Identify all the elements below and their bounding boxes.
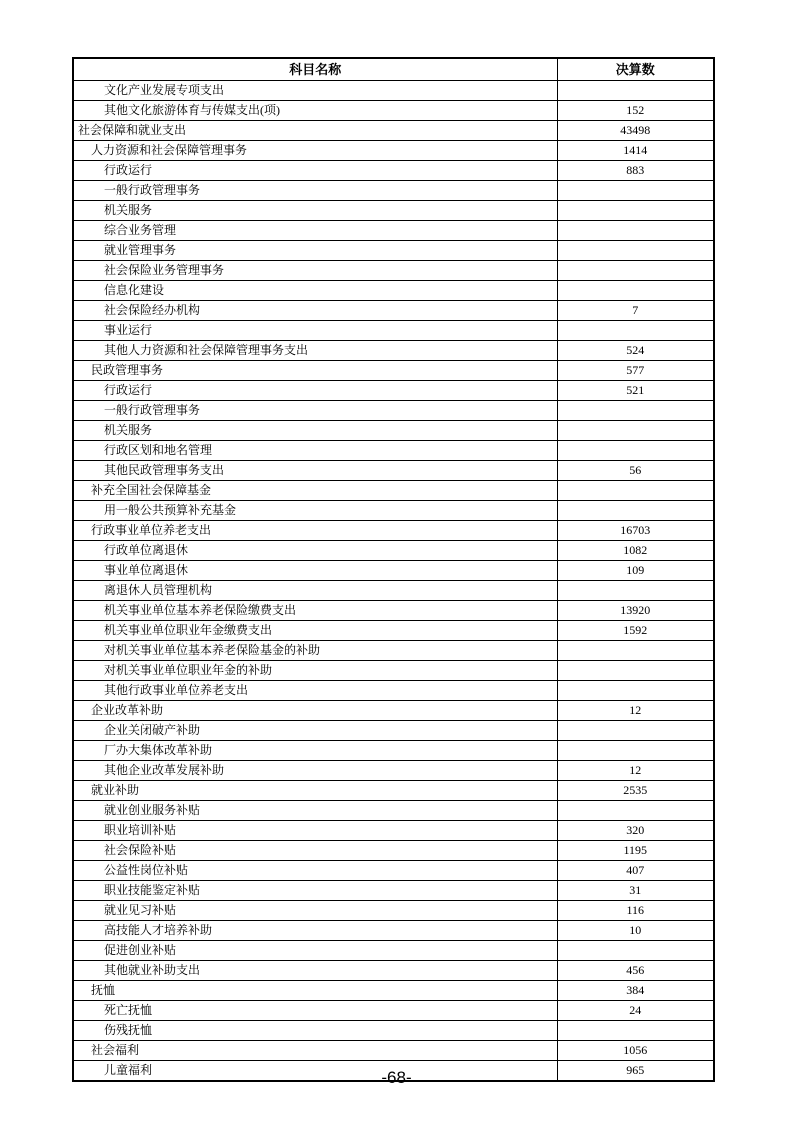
amount-cell: 1082 bbox=[557, 541, 714, 561]
amount-cell: 13920 bbox=[557, 601, 714, 621]
subject-name-cell: 就业管理事务 bbox=[73, 241, 557, 261]
page-number: -68- bbox=[381, 1068, 412, 1087]
subject-name-cell: 机关事业单位基本养老保险缴费支出 bbox=[73, 601, 557, 621]
subject-name-cell: 社会福利 bbox=[73, 1041, 557, 1061]
table-row bbox=[73, 901, 714, 921]
amount-cell bbox=[557, 641, 714, 661]
amount-cell: 116 bbox=[557, 901, 714, 921]
amount-cell bbox=[557, 1021, 714, 1041]
amount-cell bbox=[557, 401, 714, 421]
amount-cell bbox=[557, 181, 714, 201]
subject-name-cell: 对机关事业单位职业年金的补助 bbox=[73, 661, 557, 681]
table-row bbox=[73, 661, 714, 681]
amount-cell: 1592 bbox=[557, 621, 714, 641]
table-row bbox=[73, 721, 714, 741]
subject-name-cell: 企业关闭破产补助 bbox=[73, 721, 557, 741]
subject-name-cell: 厂办大集体改革补助 bbox=[73, 741, 557, 761]
subject-name-cell: 对机关事业单位基本养老保险基金的补助 bbox=[73, 641, 557, 661]
table-row bbox=[73, 121, 714, 141]
amount-cell bbox=[557, 661, 714, 681]
amount-cell: 24 bbox=[557, 1001, 714, 1021]
amount-cell bbox=[557, 221, 714, 241]
subject-name-cell: 行政运行 bbox=[73, 161, 557, 181]
amount-cell: 1414 bbox=[557, 141, 714, 161]
table-row bbox=[73, 541, 714, 561]
table-row bbox=[73, 761, 714, 781]
table-row bbox=[73, 161, 714, 181]
subject-name-cell: 离退休人员管理机构 bbox=[73, 581, 557, 601]
subject-name-cell: 其他行政事业单位养老支出 bbox=[73, 681, 557, 701]
table-body bbox=[73, 81, 714, 1082]
table-row bbox=[73, 521, 714, 541]
subject-name-cell: 就业补助 bbox=[73, 781, 557, 801]
table-row bbox=[73, 921, 714, 941]
subject-name-cell: 职业培训补贴 bbox=[73, 821, 557, 841]
table-header-row bbox=[73, 58, 714, 81]
subject-name-cell: 社会保险业务管理事务 bbox=[73, 261, 557, 281]
subject-name-cell: 其他文化旅游体育与传媒支出(项) bbox=[73, 101, 557, 121]
subject-name-cell: 企业改革补助 bbox=[73, 701, 557, 721]
table-row bbox=[73, 561, 714, 581]
table-row bbox=[73, 201, 714, 221]
table-row bbox=[73, 961, 714, 981]
table-row bbox=[73, 581, 714, 601]
amount-cell: 1056 bbox=[557, 1041, 714, 1061]
table-row bbox=[73, 501, 714, 521]
table-row bbox=[73, 421, 714, 441]
amount-cell: 16703 bbox=[557, 521, 714, 541]
amount-cell bbox=[557, 241, 714, 261]
amount-cell bbox=[557, 501, 714, 521]
subject-name-cell: 行政运行 bbox=[73, 381, 557, 401]
subject-name-cell: 抚恤 bbox=[73, 981, 557, 1001]
subject-name-cell: 高技能人才培养补助 bbox=[73, 921, 557, 941]
amount-cell bbox=[557, 201, 714, 221]
table-row bbox=[73, 621, 714, 641]
subject-name-cell: 其他民政管理事务支出 bbox=[73, 461, 557, 481]
table-row bbox=[73, 381, 714, 401]
table-row bbox=[73, 481, 714, 501]
subject-name-cell: 社会保险补贴 bbox=[73, 841, 557, 861]
amount-cell: 12 bbox=[557, 761, 714, 781]
table-row bbox=[73, 261, 714, 281]
subject-name-cell: 职业技能鉴定补贴 bbox=[73, 881, 557, 901]
amount-cell: 10 bbox=[557, 921, 714, 941]
subject-name-cell: 社会保险经办机构 bbox=[73, 301, 557, 321]
subject-name-cell: 其他人力资源和社会保障管理事务支出 bbox=[73, 341, 557, 361]
table-row bbox=[73, 741, 714, 761]
subject-name-cell: 一般行政管理事务 bbox=[73, 181, 557, 201]
subject-name-cell: 就业见习补贴 bbox=[73, 901, 557, 921]
table-row bbox=[73, 821, 714, 841]
subject-name-cell: 死亡抚恤 bbox=[73, 1001, 557, 1021]
amount-cell bbox=[557, 721, 714, 741]
amount-cell: 384 bbox=[557, 981, 714, 1001]
amount-cell bbox=[557, 281, 714, 301]
amount-cell bbox=[557, 681, 714, 701]
amount-cell: 965 bbox=[557, 1061, 714, 1082]
subject-name-cell: 信息化建设 bbox=[73, 281, 557, 301]
amount-cell: 320 bbox=[557, 821, 714, 841]
subject-name-cell: 民政管理事务 bbox=[73, 361, 557, 381]
budget-table bbox=[72, 57, 715, 1082]
amount-cell: 524 bbox=[557, 341, 714, 361]
table-row bbox=[73, 341, 714, 361]
table-row bbox=[73, 401, 714, 421]
table-row bbox=[73, 181, 714, 201]
table-row bbox=[73, 601, 714, 621]
table-row bbox=[73, 301, 714, 321]
amount-cell: 56 bbox=[557, 461, 714, 481]
subject-name-cell: 机关事业单位职业年金缴费支出 bbox=[73, 621, 557, 641]
amount-cell: 456 bbox=[557, 961, 714, 981]
subject-name-cell: 人力资源和社会保障管理事务 bbox=[73, 141, 557, 161]
table-row bbox=[73, 841, 714, 861]
subject-name-cell: 事业运行 bbox=[73, 321, 557, 341]
table-row bbox=[73, 781, 714, 801]
amount-cell: 109 bbox=[557, 561, 714, 581]
subject-name-cell: 就业创业服务补贴 bbox=[73, 801, 557, 821]
table-row bbox=[73, 101, 714, 121]
amount-cell bbox=[557, 81, 714, 101]
header-final-amount: 决算数 bbox=[557, 58, 714, 81]
subject-name-cell: 公益性岗位补贴 bbox=[73, 861, 557, 881]
subject-name-cell: 其他就业补助支出 bbox=[73, 961, 557, 981]
table-row bbox=[73, 681, 714, 701]
table-row bbox=[73, 221, 714, 241]
table-row bbox=[73, 1001, 714, 1021]
amount-cell: 521 bbox=[557, 381, 714, 401]
amount-cell bbox=[557, 481, 714, 501]
table-row bbox=[73, 461, 714, 481]
table-row bbox=[73, 1041, 714, 1061]
subject-name-cell: 儿童福利 bbox=[73, 1061, 557, 1082]
subject-name-cell: 行政单位离退休 bbox=[73, 541, 557, 561]
subject-name-cell: 机关服务 bbox=[73, 421, 557, 441]
table-row bbox=[73, 361, 714, 381]
subject-name-cell: 综合业务管理 bbox=[73, 221, 557, 241]
table-row bbox=[73, 861, 714, 881]
table-row bbox=[73, 941, 714, 961]
amount-cell: 152 bbox=[557, 101, 714, 121]
subject-name-cell: 文化产业发展专项支出 bbox=[73, 81, 557, 101]
subject-name-cell: 社会保障和就业支出 bbox=[73, 121, 557, 141]
table-row bbox=[73, 801, 714, 821]
table-row bbox=[73, 441, 714, 461]
table-row bbox=[73, 881, 714, 901]
subject-name-cell: 行政区划和地名管理 bbox=[73, 441, 557, 461]
subject-name-cell: 一般行政管理事务 bbox=[73, 401, 557, 421]
amount-cell: 2535 bbox=[557, 781, 714, 801]
amount-cell: 43498 bbox=[557, 121, 714, 141]
subject-name-cell: 其他企业改革发展补助 bbox=[73, 761, 557, 781]
subject-name-cell: 补充全国社会保障基金 bbox=[73, 481, 557, 501]
table-row bbox=[73, 981, 714, 1001]
amount-cell bbox=[557, 261, 714, 281]
subject-name-cell: 促进创业补贴 bbox=[73, 941, 557, 961]
table-row bbox=[73, 321, 714, 341]
table-row bbox=[73, 281, 714, 301]
table-row bbox=[73, 81, 714, 101]
table-row bbox=[73, 1021, 714, 1041]
amount-cell: 577 bbox=[557, 361, 714, 381]
subject-name-cell: 伤残抚恤 bbox=[73, 1021, 557, 1041]
table-row bbox=[73, 241, 714, 261]
subject-name-cell: 行政事业单位养老支出 bbox=[73, 521, 557, 541]
amount-cell: 407 bbox=[557, 861, 714, 881]
amount-cell bbox=[557, 801, 714, 821]
header-subject-name: 科目名称 bbox=[73, 58, 557, 81]
amount-cell: 7 bbox=[557, 301, 714, 321]
subject-name-cell: 事业单位离退休 bbox=[73, 561, 557, 581]
table-row bbox=[73, 641, 714, 661]
subject-name-cell: 机关服务 bbox=[73, 201, 557, 221]
table-row bbox=[73, 701, 714, 721]
amount-cell bbox=[557, 321, 714, 341]
amount-cell: 12 bbox=[557, 701, 714, 721]
amount-cell: 31 bbox=[557, 881, 714, 901]
amount-cell bbox=[557, 941, 714, 961]
amount-cell bbox=[557, 421, 714, 441]
subject-name-cell: 用一般公共预算补充基金 bbox=[73, 501, 557, 521]
amount-cell bbox=[557, 741, 714, 761]
amount-cell: 883 bbox=[557, 161, 714, 181]
table-row bbox=[73, 141, 714, 161]
amount-cell bbox=[557, 581, 714, 601]
amount-cell bbox=[557, 441, 714, 461]
amount-cell: 1195 bbox=[557, 841, 714, 861]
